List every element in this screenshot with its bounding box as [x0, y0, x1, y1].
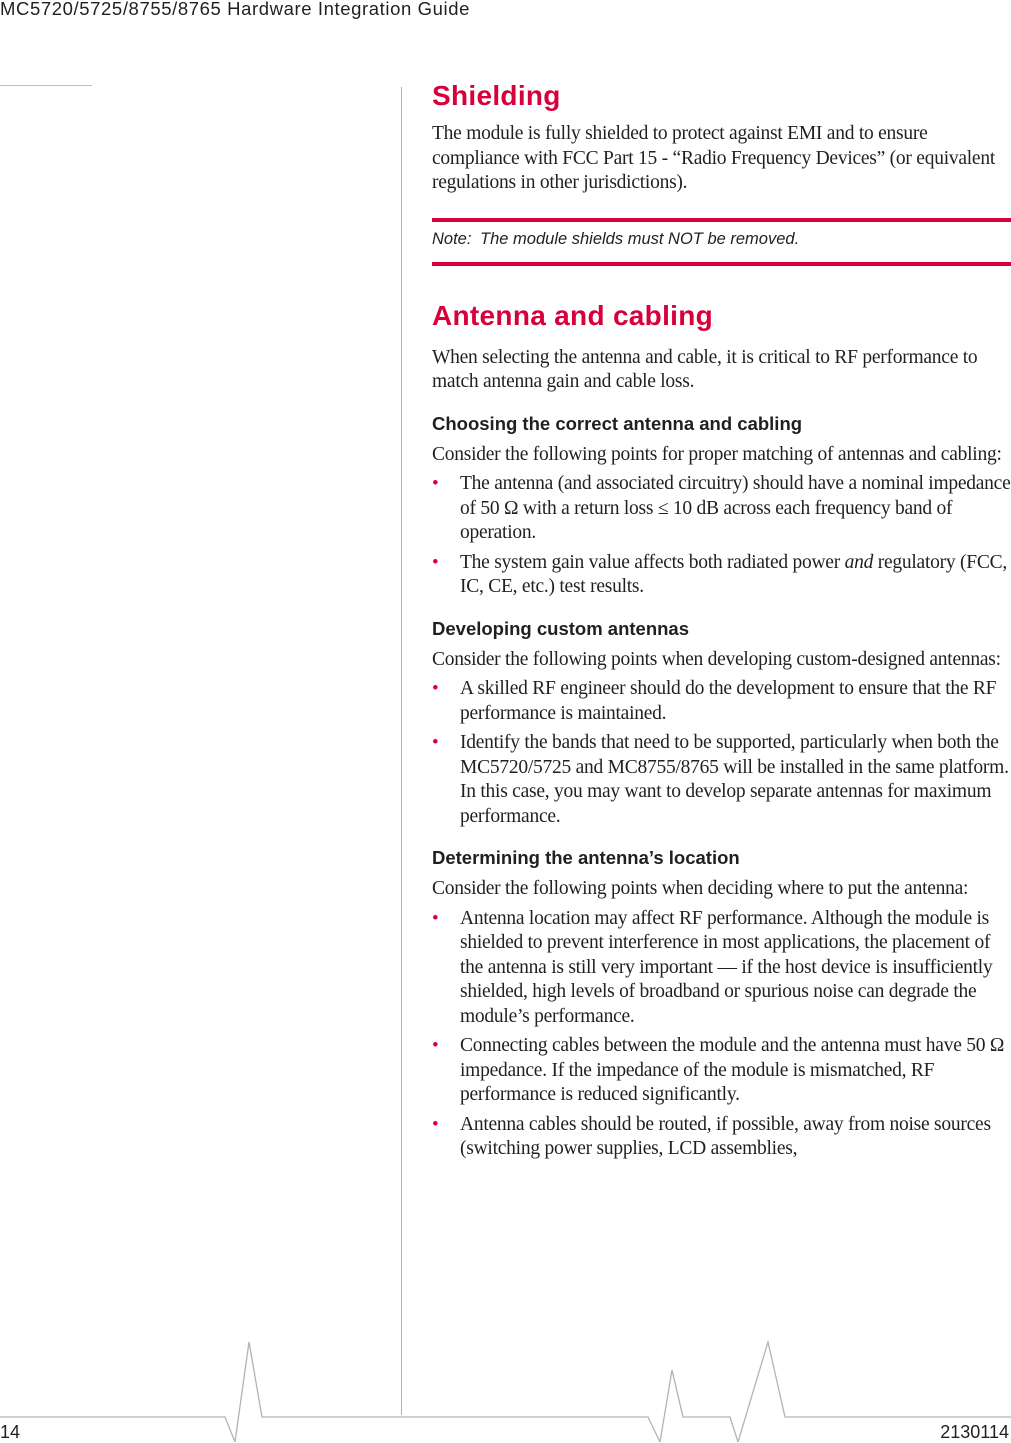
bullet-icon: •: [432, 732, 439, 753]
bullet-icon: •: [432, 551, 439, 573]
note-label: Note:: [432, 229, 472, 248]
note-box: [432, 218, 1011, 266]
list-item: [432, 731, 1011, 829]
shielding-paragraph: The module is fully shielded to protect against EMI and to ensure compliance with FCC Part 15 - “Radio Frequency Devices” (or equivalent regulations in other jurisdictions).: [432, 123, 996, 193]
subheading-determining: Determining the antenna’s location: [432, 847, 740, 868]
header-left-rule: [0, 85, 92, 86]
subheading-choosing: Choosing the correct antenna and cabling: [432, 412, 803, 434]
list-item-text: Identify the bands that need to be supported, particularly when both the MC5720/5725 and MC8755/8765 will be installed in the same platform. In this case, you may want to develop separate antennas for maximum performance.: [460, 732, 1009, 827]
document-number: 2130114: [940, 1422, 1009, 1442]
list-item-text: Connecting cables between the module and the antenna must have 50 Ω impedance. If the impedance of the module is mismatched, RF performance is reduced significantly.: [460, 1035, 1005, 1105]
list-item-text: Antenna cables should be routed, if possible, away from noise sources (switching power supplies, LCD assemblies,: [460, 1113, 991, 1159]
determining-list: [432, 907, 1011, 1162]
list-item: [432, 1034, 1011, 1108]
bullet-icon: •: [432, 907, 439, 929]
running-header: MC5720/5725/8755/8765 Hardware Integration Guide: [0, 0, 471, 19]
note-text: The module shields must NOT be removed.: [480, 229, 800, 248]
developing-list: [432, 677, 1011, 829]
list-item-text: Antenna location may affect RF performance. Although the module is shielded to prevent interference in most applications, the placement of the antenna is still very important — if the host device is insufficiently shielded, high levels of broadband or spurious noise can degrade the module’s performance.: [460, 907, 993, 1027]
list-item: [432, 472, 1011, 546]
choosing-intro: Consider the following points for proper matching of antennas and cabling:: [432, 443, 1002, 465]
section-heading-antenna: Antenna and cabling: [432, 299, 714, 331]
bullet-icon: •: [432, 1035, 439, 1056]
list-item: [432, 1113, 1011, 1162]
choosing-list: [432, 472, 1011, 600]
developing-intro: Consider the following points when developing custom-designed antennas:: [432, 648, 1001, 670]
column-divider: [401, 87, 402, 1415]
list-item: [432, 907, 1011, 1030]
list-item-emphasis: and: [844, 551, 874, 573]
page-number: 14: [0, 1422, 21, 1442]
bullet-icon: •: [432, 1113, 439, 1135]
footer-signal-graphic: [0, 1330, 1011, 1442]
list-item-text-pre: The system gain value affects both radiated power: [460, 551, 845, 573]
antenna-paragraph: When selecting the antenna and cable, it is critical to RF performance to match antenna gain and cable loss.: [432, 346, 978, 392]
list-item: [432, 551, 1011, 600]
bullet-icon: •: [432, 678, 439, 699]
list-item-text-post: regulatory (FCC, IC, CE, etc.) test results.: [460, 551, 1007, 597]
list-item-text: A skilled RF engineer should do the development to ensure that the RF performance is maintained.: [460, 678, 997, 724]
subheading-developing: Developing custom antennas: [432, 617, 689, 639]
section-heading-shielding: Shielding: [432, 80, 561, 111]
main-content: [432, 80, 1011, 1162]
bullet-icon: •: [432, 473, 439, 494]
determining-intro: Consider the following points when deciding where to put the antenna:: [432, 878, 969, 899]
list-item: [432, 677, 1011, 726]
list-item-text: The antenna (and associated circuitry) should have a nominal impedance of 50 Ω with a return loss ≤ 10 dB across each frequency band of operation.: [460, 473, 1011, 543]
